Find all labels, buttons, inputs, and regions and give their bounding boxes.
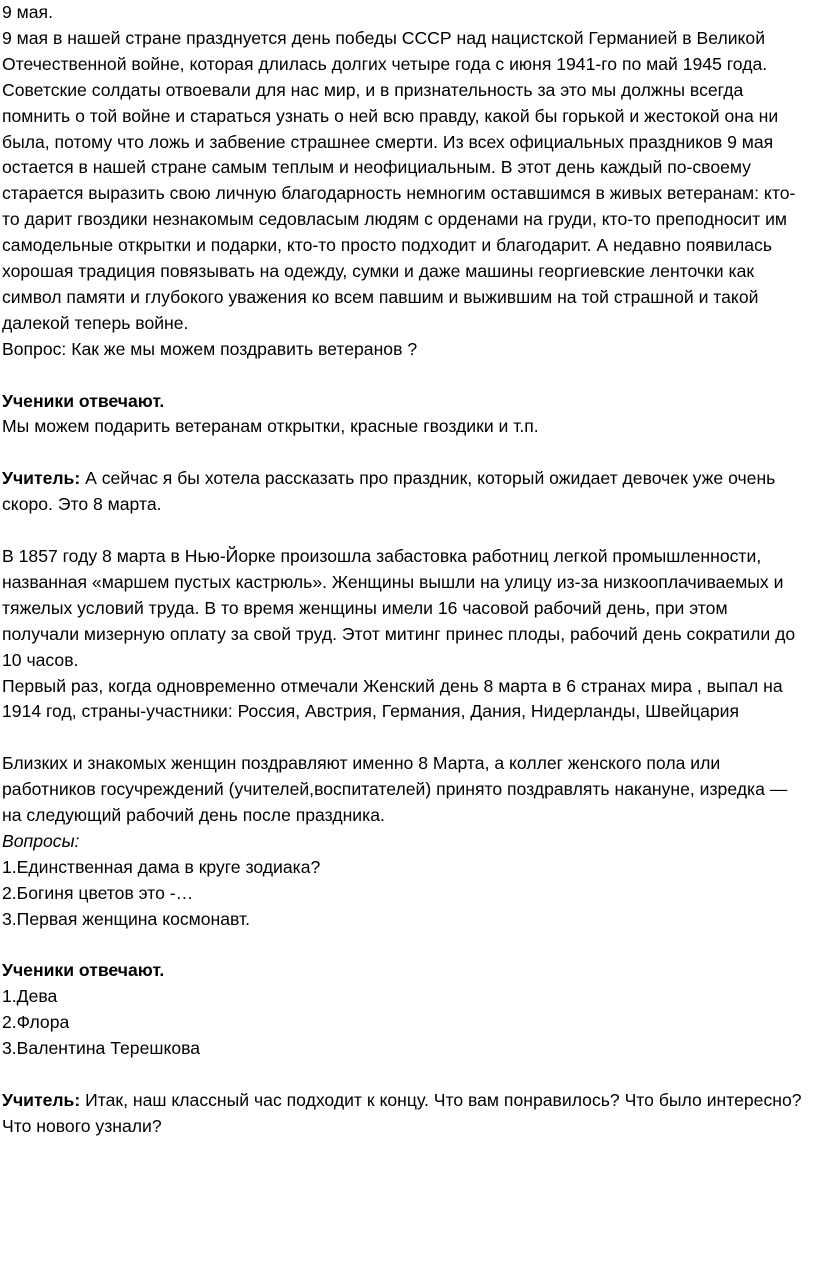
answer-item: 1.Дева: [2, 986, 58, 1007]
paragraph-congratulations: Близких и знакомых женщин поздравляют именно 8 Марта, а коллег женского пола или работников госучреждений (учителей,воспитателей) принято поздравлять накануне, изредка — на следующий рабочий день после праздника.: [2, 753, 788, 826]
paragraph-soviet-soldiers: Советские солдаты отвоевали для нас мир, и в признательность за это мы должны всегда помнить о той войне и стараться узнать о ней всю правду, какой бы горькой и жестокой она ни была, потому что ложь и забвение страшнее смерти. Из всех официальных праздников 9 мая остается в нашей стране самым теплым и неофициальным. В этот день каждый по-своему старается выразить свою личную благодарность немногим оставшимся в живых ветеранам: кто-то дарит гвоздики незнакомым седовласым людям с орденами на груди, кто-то преподносит им самодельные открытки и подарки, кто-то просто подходит и благодарит. А недавно появилась хорошая традиция повязывать на одежду, сумки и даже машины георгиевские ленточки как символ памяти и глубокого уважения ко всем павшим и выжившим на той страшной и такой далекой теперь войне.: [2, 79, 796, 333]
spacer: [2, 440, 806, 466]
students-answer-label: Ученики отвечают.: [2, 960, 165, 981]
spacer: [2, 725, 806, 751]
paragraph-victory-day: 9 мая в нашей стране празднуется день победы СССР над нацистской Германией в Великой Отечественной войне, которая длилась долгих четыре года с июня 1941-го по май 1945 года.: [2, 27, 768, 74]
answer-item: 3.Валентина Терешкова: [2, 1038, 201, 1059]
teacher-label: Учитель:: [2, 1089, 81, 1110]
answer-item: 2.Флора: [2, 1012, 70, 1033]
teacher-remark-1: [2, 466, 806, 518]
paragraph-1857-strike: В 1857 году 8 марта в Нью-Йорке произошла забастовка работниц легкой промышленности, названная «маршем пустых кастрюль». Женщины вышли на улицу из-за низкооплачиваемых и тяжелых условий труда. В то время женщины имели 16 часовой рабочий день, при этом получали мизерную оплату за свой труд. Этот митинг принес плоды, рабочий день сократили до 10 часов.: [2, 545, 796, 670]
question-item: 2.Богиня цветов это -…: [2, 882, 194, 903]
spacer: [2, 363, 806, 389]
students-answer-label: Ученики отвечают.: [2, 390, 165, 411]
questions-label: Вопросы:: [2, 830, 80, 851]
spacer: [2, 1062, 806, 1088]
teacher-text: А сейчас я бы хотела рассказать про праздник, который ожидает девочек уже очень скоро. Это 8 марта.: [2, 468, 776, 515]
spacer: [2, 518, 806, 544]
question-veterans: Вопрос: Как же мы можем поздравить ветеранов ?: [2, 338, 418, 359]
teacher-label: Учитель:: [2, 468, 81, 489]
teacher-text: Итак, наш классный час подходит к концу. Что вам понравилось? Что было интересно? Что нового узнали?: [2, 1089, 802, 1136]
question-item: 3.Первая женщина космонавт.: [2, 908, 251, 929]
spacer: [2, 933, 806, 959]
heading: 9 мая.: [2, 2, 53, 22]
question-item: 1.Единственная дама в круге зодиака?: [2, 856, 321, 877]
teacher-remark-2: [2, 1088, 806, 1140]
paragraph-1914: Первый раз, когда одновременно отмечали Женский день 8 марта в 6 странах мира , выпал на 1914 год, страны-участники: Россия, Австрия, Германия, Дания, Нидерланды, Швейцария: [2, 675, 783, 722]
students-answer-text: Мы можем подарить ветеранам открытки, красные гвоздики и т.п.: [2, 416, 539, 437]
